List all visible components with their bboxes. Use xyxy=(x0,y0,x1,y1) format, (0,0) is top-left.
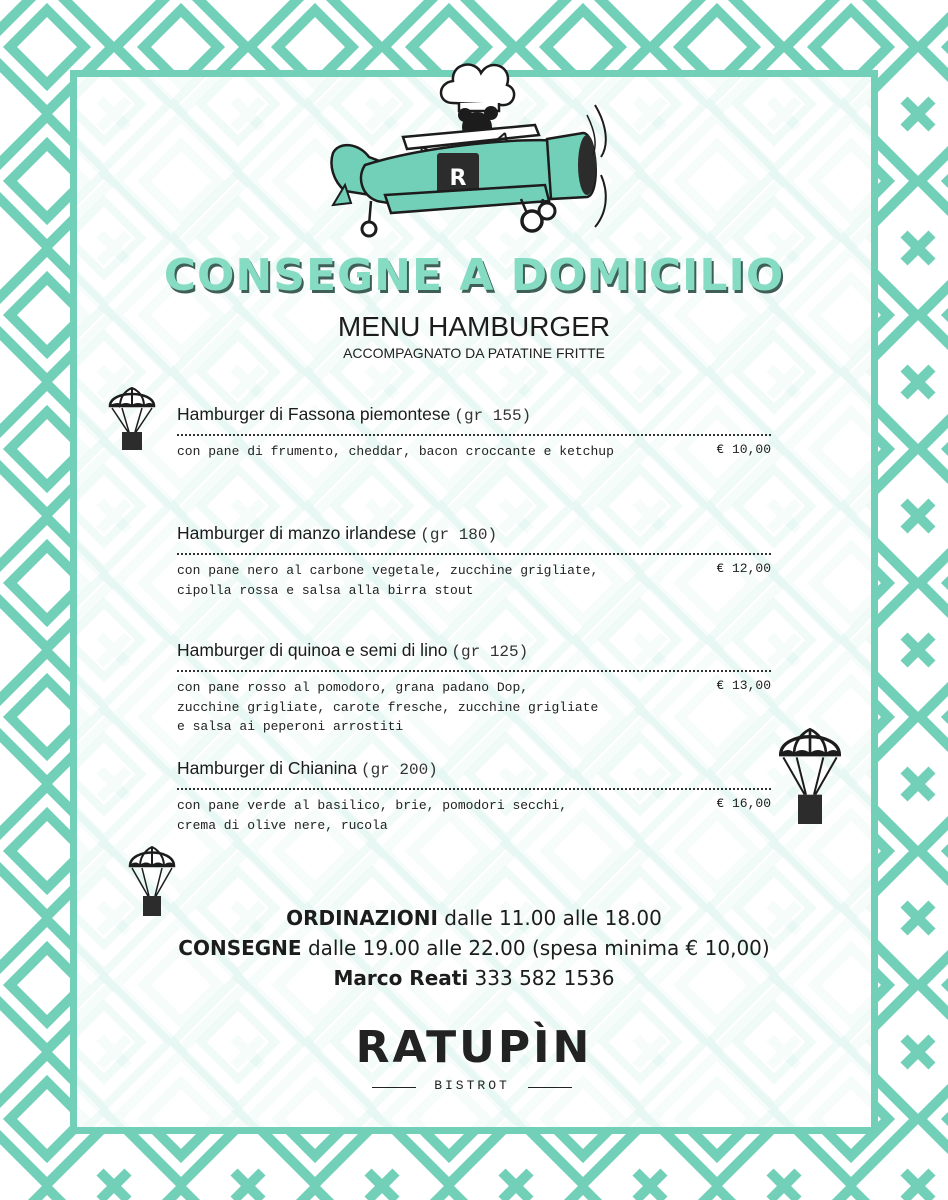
page-title: CONSEGNE A DOMICILIO xyxy=(163,250,785,301)
item-price: € 13,00 xyxy=(716,678,771,693)
orders-label: ORDINAZIONI xyxy=(286,906,438,930)
dotted-divider xyxy=(177,670,771,672)
item-description: con pane nero al carbone vegetale, zucchine grigliate, cipolla rossa e salsa alla birra stout xyxy=(177,563,599,598)
item-name: Hamburger di Fassona piemontese xyxy=(177,404,451,424)
menu-item xyxy=(177,523,771,600)
item-price: € 16,00 xyxy=(716,796,771,811)
brand-subtitle: BISTROT xyxy=(434,1078,510,1093)
item-price: € 12,00 xyxy=(716,561,771,576)
menu-subtitle: MENU HAMBURGER xyxy=(337,311,611,342)
parachute-icon xyxy=(108,382,156,454)
contact-info xyxy=(0,966,948,990)
item-weight: (gr 200) xyxy=(360,761,438,779)
brand-divider xyxy=(528,1087,572,1088)
item-price: € 10,00 xyxy=(716,442,771,457)
item-description: con pane verde al basilico, brie, pomodori secchi, crema di olive nere, rucola xyxy=(177,798,568,833)
menu-item xyxy=(177,758,771,835)
item-weight: (gr 155) xyxy=(454,407,532,425)
orders-hours: dalle 11.00 alle 18.00 xyxy=(444,906,662,930)
contact-phone[interactable]: 333 582 1536 xyxy=(474,966,615,990)
orders-info xyxy=(0,906,948,930)
delivery-hours: dalle 19.00 alle 22.00 (spesa minima € 10,00) xyxy=(307,936,770,960)
plane-logo-letter: R xyxy=(449,166,467,191)
item-description: con pane rosso al pomodoro, grana padano Dop, zucchine grigliate, carote fresche, zucchine grigliate e salsa ai peperoni arrostiti xyxy=(177,680,599,734)
delivery-label: CONSEGNE xyxy=(178,936,302,960)
airplane-illustration xyxy=(325,45,615,245)
menu-item xyxy=(177,404,771,462)
menu-tagline: ACCOMPAGNATO DA PATATINE FRITTE xyxy=(343,345,605,361)
menu-item xyxy=(177,640,771,737)
contact-name: Marco Reati xyxy=(333,966,469,990)
item-description: con pane di frumento, cheddar, bacon croccante e ketchup xyxy=(177,444,614,459)
parachute-icon xyxy=(778,722,842,830)
brand-logo: RATUPÌN xyxy=(355,1022,593,1073)
delivery-info xyxy=(0,936,948,960)
dotted-divider xyxy=(177,434,771,436)
dotted-divider xyxy=(177,553,771,555)
item-name: Hamburger di manzo irlandese xyxy=(177,523,417,543)
item-name: Hamburger di quinoa e semi di lino xyxy=(177,640,448,660)
item-weight: (gr 125) xyxy=(451,643,529,661)
item-weight: (gr 180) xyxy=(420,526,498,544)
dotted-divider xyxy=(177,788,771,790)
item-name: Hamburger di Chianina xyxy=(177,758,357,778)
